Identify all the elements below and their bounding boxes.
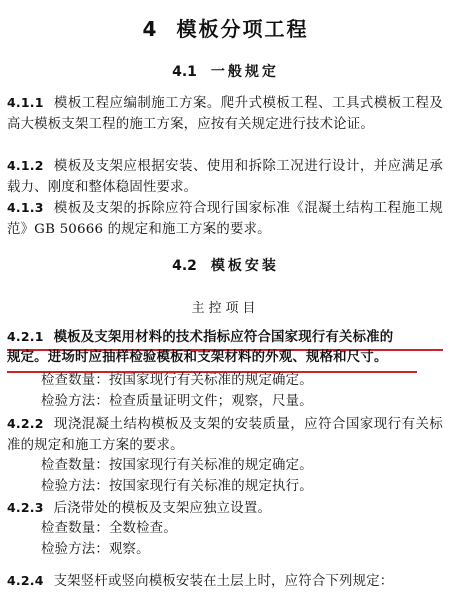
clause-text: 模板及支架用材料的技术指标应符合国家现行有关标准的: [53, 329, 394, 345]
clause-number: 4.2.1: [7, 329, 44, 344]
clause-4-2-4: [7, 570, 443, 592]
clause-text: 支架竖杆或竖向模板安装在土层上时，应符合下列规定：: [53, 574, 394, 589]
section-number: 4.1: [172, 64, 197, 80]
clause-4-2-3-method: 检验方法：观察。: [41, 542, 150, 557]
clause-4-2-1-quantity: 检查数量：按国家现行有关标准的规定确定。: [41, 373, 313, 388]
section-name: 模板安装: [210, 258, 279, 274]
clause-4-2-1-method: 检验方法：检查质量证明文件；观察，尺量。: [41, 394, 313, 409]
clause-4-1-3: [7, 197, 443, 240]
section-title-4-2: [0, 255, 451, 275]
clause-4-2-3-quantity: 检查数量：全数检查。: [41, 521, 177, 536]
clause-4-1-2: [7, 155, 443, 198]
clause-4-2-1-line-2: 规定。进场时应抽样检验模板和支架材料的外观、规格和尺寸。: [7, 349, 388, 365]
clause-4-2-1-line-1: [7, 326, 443, 348]
clause-number: 4.2.3: [7, 500, 44, 515]
clause-4-2-2-quantity: 检查数量：按国家现行有关标准的规定确定。: [41, 458, 313, 473]
section-number: 4.2: [172, 258, 197, 274]
clause-4-1-1: [7, 92, 443, 135]
clause-4-2-3: [7, 497, 443, 519]
clause-number: 4.1.1: [7, 95, 44, 110]
clause-4-2-2-method: 检验方法：按国家现行有关标准的规定执行。: [41, 479, 313, 494]
clause-number: 4.2.4: [7, 573, 44, 588]
chapter-title: [0, 13, 451, 42]
clause-text: 模板工程应编制施工方案。爬升式模板工程、工具式模板工程及高大模板支架工程的施工方案，应按有关规定进行技术论证。: [7, 96, 443, 132]
chapter-name: 模板分项工程: [176, 17, 309, 41]
clause-text: 后浇带处的模板及支架应独立设置。: [53, 501, 272, 516]
section-name: 一般规定: [210, 64, 279, 80]
clause-text: 模板及支架应根据安装、使用和拆除工况进行设计，并应满足承载力、刚度和整体稳固性要求。: [7, 159, 443, 195]
clause-text: 模板及支架的拆除应符合现行国家标准《混凝土结构工程施工规范》GB 50666 的规定和施工方案的要求。: [7, 201, 443, 237]
section-title-4-1: [0, 61, 451, 81]
clause-4-2-2: [7, 413, 443, 456]
clause-text: 现浇混凝土结构模板及支架的安装质量，应符合国家现行有关标准的规定和施工方案的要求。: [7, 417, 443, 453]
chapter-number: 4: [142, 17, 159, 41]
clause-number: 4.2.2: [7, 416, 44, 431]
clause-number: 4.1.2: [7, 158, 44, 173]
subsection-title: 主控项目: [191, 301, 260, 316]
clause-number: 4.1.3: [7, 200, 44, 215]
